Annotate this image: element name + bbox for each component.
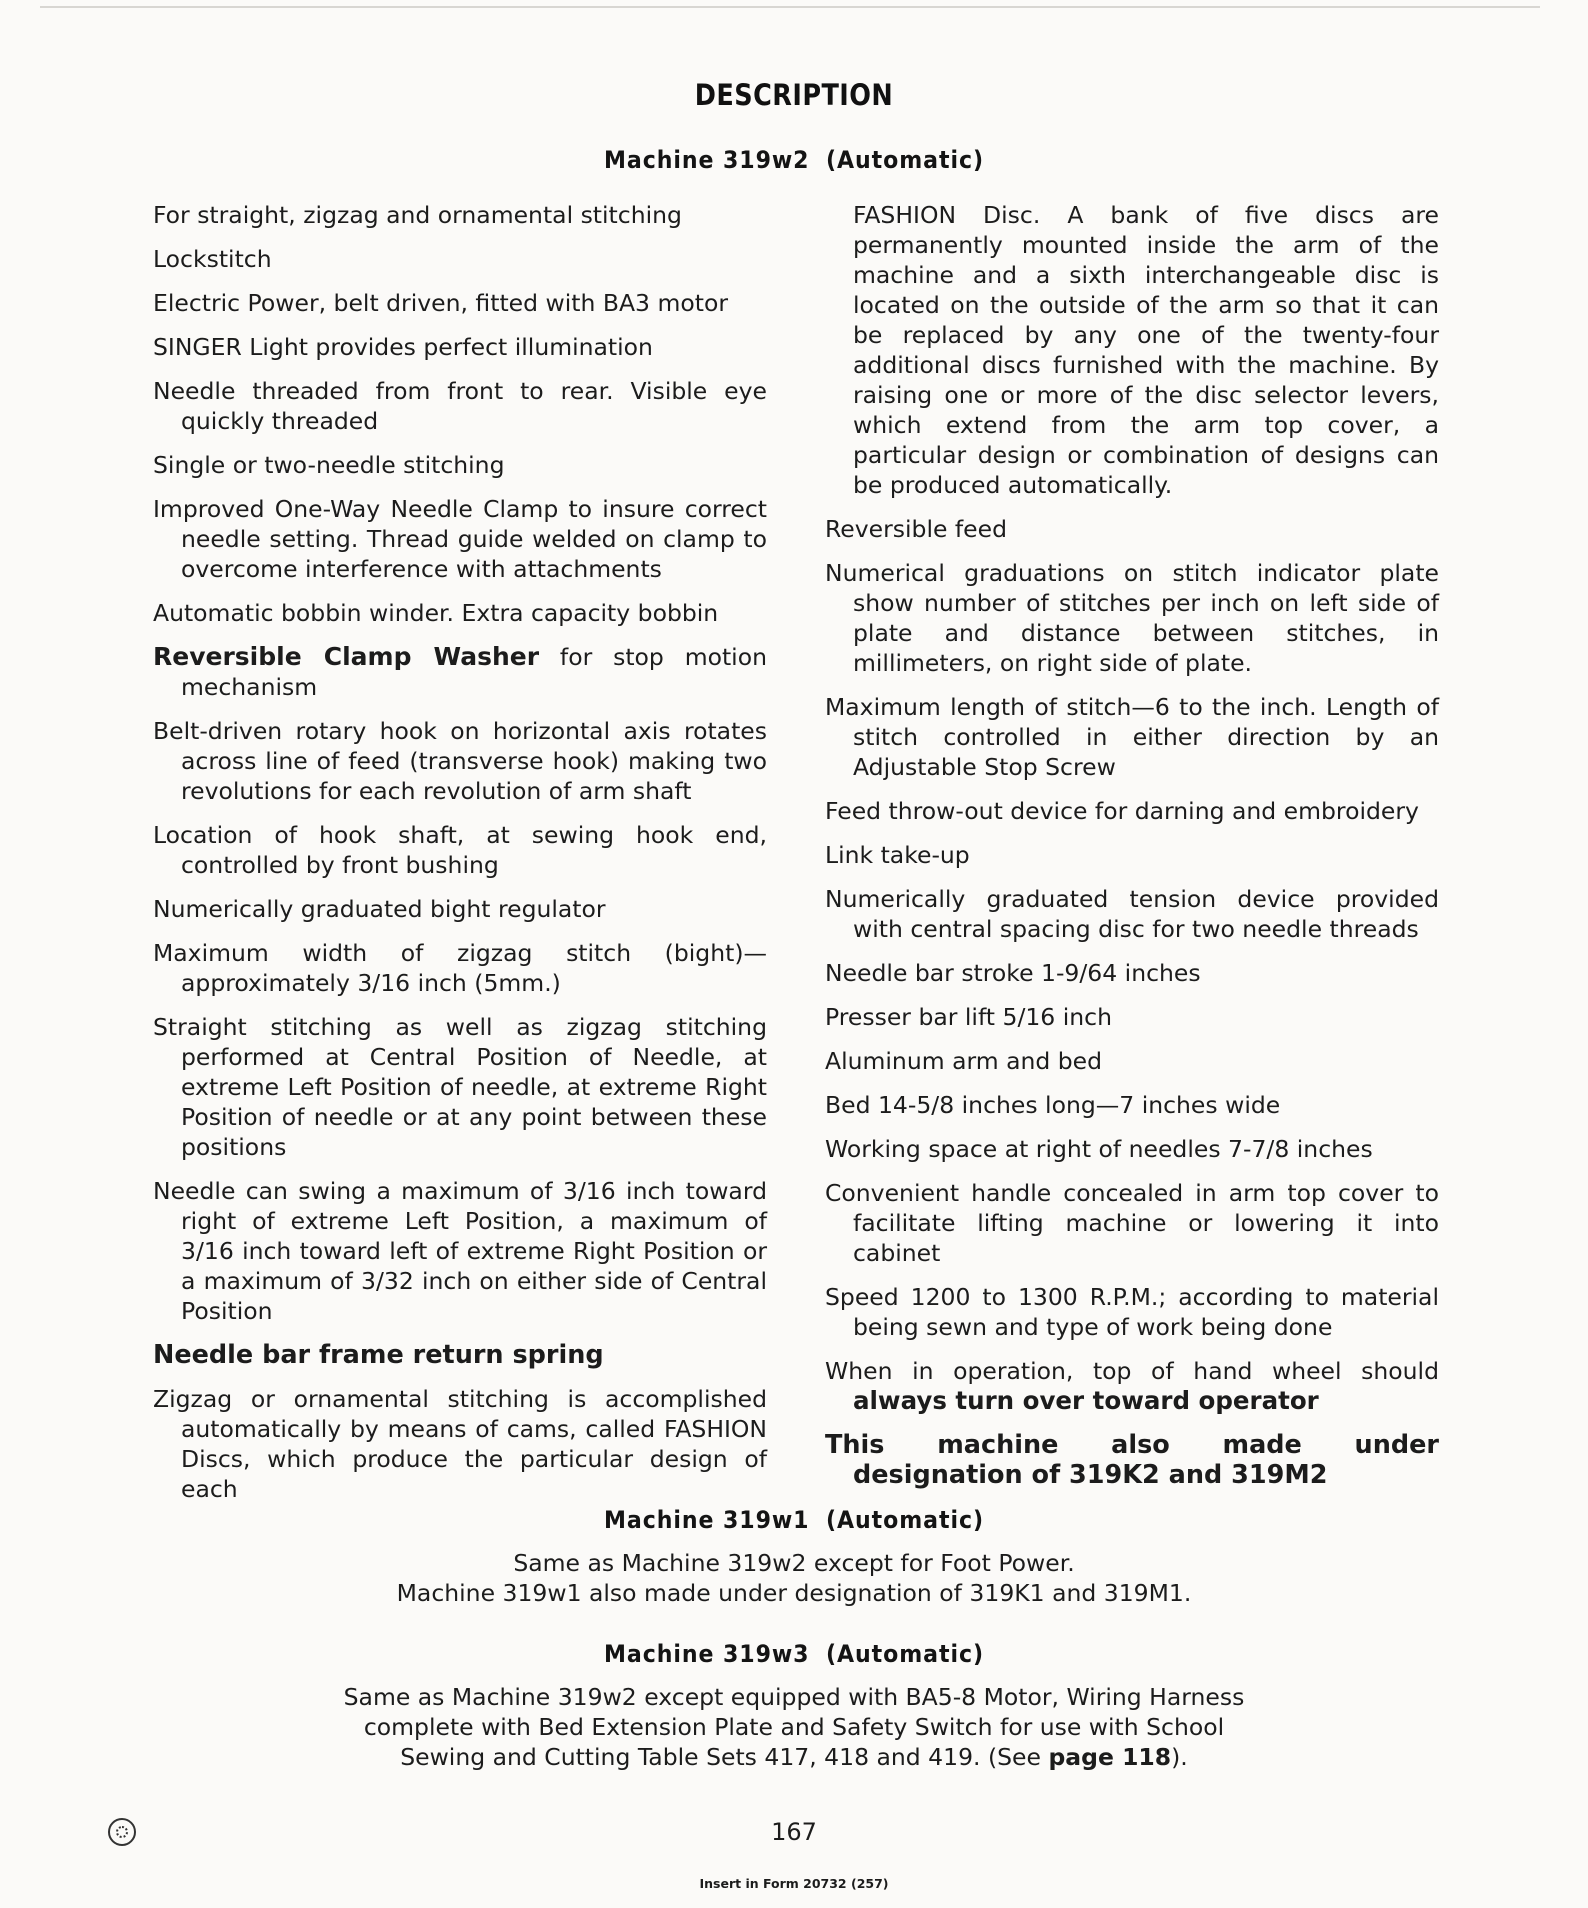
spec-item-continued: FASHION Disc. A bank of five discs are permanently mounted inside the arm of the machine and a sixth interchangeable disc is located on the outside of the arm so that it can be replaced by any one of the twenty-four additional discs furnished with the machine. By raising one or more of the disc selector levers, which extend from the arm top cover, a particular design or combination of designs can be produced automatically.: [853, 201, 1439, 499]
spec-item: Electric Power, belt driven, fitted with BA3 motor: [153, 289, 728, 317]
description-line: Same as Machine 319w2 except for Foot Power.: [513, 1549, 1075, 1577]
spec-item: Maximum width of zigzag stitch (bight)—approximately 3/16 inch (5mm.): [153, 939, 767, 997]
description-line: Machine 319w1 also made under designation of 319K1 and 319M1.: [396, 1579, 1192, 1607]
spec-item: SINGER Light provides perfect illumination: [153, 333, 653, 361]
spec-item: Convenient handle concealed in arm top cover to facilitate lifting machine or lowering it into cabinet: [825, 1179, 1439, 1267]
spec-item: Lockstitch: [153, 245, 272, 273]
spec-item: [825, 1356, 1439, 1416]
machine-model: Machine 319w2: [604, 146, 810, 174]
spec-item: Straight stitching as well as zigzag stitching performed at Central Position of Needle, at extreme Left Position of needle, at extreme Right Position of needle or at any point between these positions: [153, 1013, 767, 1161]
description-text: Sewing and Cutting Table Sets 417, 418 and 419. (See: [400, 1743, 1049, 1771]
spec-item: [153, 642, 767, 702]
machine-model: Machine 319w3: [604, 1640, 810, 1668]
spec-item: Speed 1200 to 1300 R.P.M.; according to material being sewn and type of work being done: [825, 1283, 1439, 1341]
spec-item: Numerical graduations on stitch indicator plate show number of stitches per inch on left side of plate and distance between stitches, in millimeters, on right side of plate.: [825, 559, 1439, 677]
description-closing: ).: [1171, 1743, 1188, 1771]
description-line: [0, 1742, 1588, 1772]
right-column: [825, 200, 1439, 1504]
spec-item-text: When in operation, top of hand wheel should: [825, 1357, 1439, 1385]
spec-item: Numerically graduated bight regulator: [153, 895, 606, 923]
machine-type: (Automatic): [826, 146, 984, 174]
spec-item: Single or two-needle stitching: [153, 451, 505, 479]
description-line: complete with Bed Extension Plate and Safety Switch for use with School: [363, 1713, 1225, 1741]
designation-note: This machine also made under designation of 319K2 and 319M2: [825, 1430, 1439, 1490]
spec-item: Zigzag or ornamental stitching is accomplished automatically by means of cams, called FASHION Discs, which produce the particular design of each: [153, 1385, 767, 1503]
machine-319w1-description: [0, 1548, 1588, 1608]
spec-item: Location of hook shaft, at sewing hook end, controlled by front bushing: [153, 821, 767, 879]
machine-type: (Automatic): [826, 1640, 984, 1668]
spec-item: Working space at right of needles 7-7/8 inches: [825, 1135, 1373, 1163]
description-line: Same as Machine 319w2 except equipped with BA5-8 Motor, Wiring Harness: [343, 1683, 1245, 1711]
spec-item: Bed 14-5/8 inches long—7 inches wide: [825, 1091, 1281, 1119]
spec-item: Presser bar lift 5/16 inch: [825, 1003, 1112, 1031]
spec-item: Reversible feed: [825, 515, 1008, 543]
spec-item-heading: Needle bar frame return spring: [153, 1340, 604, 1370]
form-footer: Insert in Form 20732 (257): [699, 1876, 889, 1891]
machine-319w3-heading: [64, 1640, 1525, 1668]
machine-type: (Automatic): [826, 1506, 984, 1534]
spec-item: Improved One-Way Needle Clamp to insure correct needle setting. Thread guide welded on clamp to overcome interference with attachments: [153, 495, 767, 583]
machine-319w1-heading: [64, 1506, 1525, 1534]
spec-item-bold: Reversible Clamp Washer: [153, 642, 540, 671]
page-reference: page 118: [1048, 1743, 1172, 1771]
page-number: 167: [771, 1818, 817, 1846]
spec-item: Needle bar stroke 1-9/64 inches: [825, 959, 1201, 987]
spec-item: Needle threaded from front to rear. Visible eye quickly threaded: [153, 377, 767, 435]
spec-item: Maximum length of stitch—6 to the inch. Length of stitch controlled in either direction by an Adjustable Stop Screw: [825, 693, 1439, 781]
spec-item: For straight, zigzag and ornamental stitching: [153, 201, 682, 229]
spec-item: Link take-up: [825, 841, 970, 869]
left-column: [153, 200, 767, 1518]
machine-model: Machine 319w1: [604, 1506, 810, 1534]
spec-item: Needle can swing a maximum of 3/16 inch toward right of extreme Left Position, a maximum of 3/16 inch toward left of extreme Right Position or a maximum of 3/32 inch on either side of Central Position: [153, 1177, 767, 1325]
spec-item-rest: for stop motion mechanism: [181, 643, 767, 701]
spec-item: Numerically graduated tension device provided with central spacing disc for two needle threads: [825, 885, 1439, 943]
top-rule: [40, 6, 1540, 8]
spec-item: Feed throw-out device for darning and embroidery: [825, 797, 1419, 825]
machine-319w2-heading: [64, 146, 1525, 174]
page-title: DESCRIPTION: [694, 78, 894, 112]
spec-item-bold: always turn over toward operator: [853, 1386, 1319, 1415]
spec-item: Aluminum arm and bed: [825, 1047, 1103, 1075]
spec-item: Automatic bobbin winder. Extra capacity bobbin: [153, 599, 719, 627]
machine-319w3-description: [0, 1682, 1588, 1772]
spec-item: Belt-driven rotary hook on horizontal axis rotates across line of feed (transverse hook) making two revolutions for each revolution of arm shaft: [153, 717, 767, 805]
